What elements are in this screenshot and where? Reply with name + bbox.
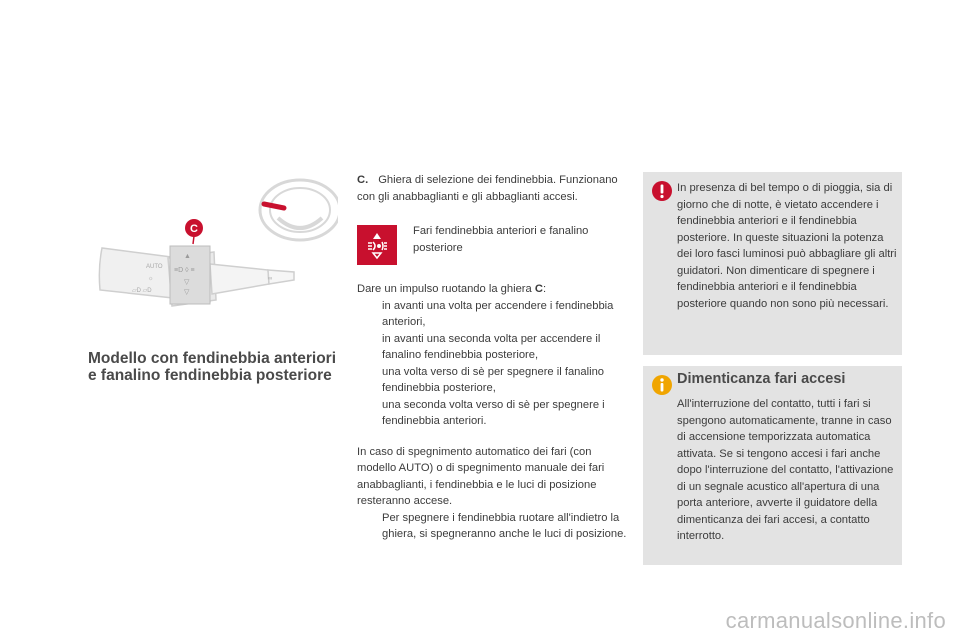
info-title: Dimenticanza fari accesi [677,371,846,387]
steering-wheel-icon [260,180,338,240]
intro-label: C. [357,174,369,186]
warning-text: In presenza di bel tempo o di pioggia, sia di giorno che di notte, è vietato accendere i fendinebbia anteriori e il fendinebbia posteriore. In queste situazioni la potenza dei loro fasci luminosi può abbagliare gli altri guidatori. Non dimenticare di spegnere i fendinebbia anteriori e il fendinebbia posteriore quando non sono più necessari. [677,182,897,310]
auto-off-list [357,510,627,543]
middle-column [357,172,627,543]
callout-c-letter: C [190,223,198,235]
list-item: Per spegnere i fendinebbia ruotare all'indietro la ghiera, si spegneranno anche le luci di posizione. [382,511,627,540]
lights-symbol: ☼ [148,276,154,282]
beam-symbol: ▱D ▱D [132,288,152,294]
action-intro-prefix: Dare un impulso ruotando la ghiera [357,283,535,295]
section-heading: Modello con fendinebbia anteriori e fanalino fendinebbia posteriore [88,350,337,384]
ring-down-arrow-2: ▽ [184,289,190,296]
symbol-caption: Fari fendinebbia anteriori e fanalino posteriore [413,225,589,254]
intro-text: Ghiera di selezione dei fendinebbia. Funzionano con gli anabbaglianti e gli abbaglianti accesi. [357,174,618,203]
symbol-row [357,223,627,267]
info-box [643,366,902,565]
end-symbol: ∞ [268,276,273,282]
action-list [357,298,627,430]
auto-off-paragraph: In caso di spegnimento automatico dei fari (con modello AUTO) o di spegnimento manuale dei fari anabbaglianti, i fendinebbia e le luci di posizione resteranno accese. [357,445,605,507]
ring-fog-symbols: ≡D ◊ ≡ [174,267,195,274]
action-intro [357,281,627,298]
info-text: All'interruzione del contatto, tutti i fari si spengono automaticamente, tranne in caso di accensione temporizzata automatica attivata. Se si tengono accesi i fari anche dopo l'interruzione del contatto, l'attivazione di un segnale acustico all'apertura di una porta anteriore, avverte il guidatore della dimenticanza dei fari accesi, a contatto interrotto. [677,398,894,542]
action-intro-suffix: : [542,283,547,295]
list-item: in avanti una volta per accendere i fendinebbia anteriori, [382,299,614,328]
stalk-illustration [88,168,338,333]
action-intro-bold: C [534,283,543,295]
ring-up-arrow: ▲ [184,253,191,260]
watermark[interactable]: carmanualsonline.info [725,608,946,633]
list-item: una seconda volta verso di sè per spegnere i fendinebbia anteriori. [382,398,605,427]
warning-box [643,172,902,355]
auto-label: AUTO [146,264,163,270]
wheel-highlight [264,204,284,208]
ring-down-arrow: ▽ [184,279,190,286]
fog-lamp-icon [357,225,397,265]
info-icon [651,374,673,396]
warning-icon [651,180,673,202]
list-item: una volta verso di sè per spegnere il fanalino fendinebbia posteriore, [382,365,605,394]
intro-paragraph [357,172,627,205]
list-item: in avanti una seconda volta per accendere il fanalino fendinebbia posteriore, [382,332,601,361]
